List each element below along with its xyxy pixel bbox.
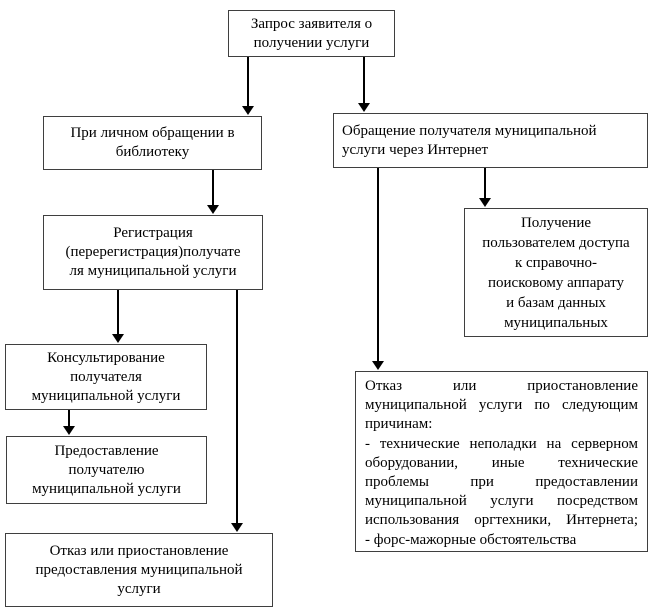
box-provision-line: Предоставление xyxy=(54,442,159,459)
box-provision-line: муниципальной услуги xyxy=(32,480,181,497)
arrow-consulting-to-provision xyxy=(68,410,70,427)
arrow-registration-to-consulting xyxy=(117,290,119,335)
box-request-line: Запрос заявителя о xyxy=(250,15,373,32)
arrowhead-registration-to-refusal-left xyxy=(231,523,243,532)
arrow-internet-to-access xyxy=(484,168,486,199)
box-refusal-right xyxy=(355,371,648,552)
box-provision xyxy=(6,436,207,504)
box-refusal-left-line: Отказ или приостановление xyxy=(49,542,229,559)
box-in-person xyxy=(43,116,262,170)
box-refusal-right-line: проблемы при предоставлении xyxy=(365,474,638,491)
box-refusal-right-line: оборудовании, иные технические xyxy=(365,454,638,471)
arrowhead-registration-to-consulting xyxy=(112,334,124,343)
box-consulting-line: Консультирование xyxy=(47,349,165,366)
arrowhead-internet-to-refusal-right xyxy=(372,361,384,370)
arrow-request-to-in-person xyxy=(247,57,249,107)
box-access-line: Получение xyxy=(520,214,592,231)
arrow-registration-to-refusal-left xyxy=(236,290,238,524)
box-refusal-right-line: муниципальной услуги по следующим xyxy=(365,397,638,414)
arrowhead-consulting-to-provision xyxy=(63,426,75,435)
box-refusal-right-line: муниципальной услуги посредством xyxy=(365,493,638,510)
box-refusal-right-line: причинам: xyxy=(365,416,433,433)
box-refusal-right-line: - технические неполадки на серверном xyxy=(365,435,638,452)
box-refusal-right-line: - форс-мажорные обстоятельства xyxy=(365,531,577,548)
box-registration-line: Регистрация xyxy=(113,225,193,241)
box-provision-line: получателю xyxy=(68,461,145,478)
arrowhead-in-person-to-registration xyxy=(207,205,219,214)
box-refusal-right-line: использования оргтехники, Интернета; xyxy=(365,512,638,529)
arrowhead-request-to-internet xyxy=(358,103,370,112)
box-consulting-line: получателя xyxy=(70,368,142,385)
box-refusal-left xyxy=(5,533,273,607)
arrow-internet-to-refusal-right xyxy=(377,168,379,362)
box-access-line: к справочно- xyxy=(514,254,598,271)
box-registration-line: ля муниципальной услуги xyxy=(69,263,237,279)
box-access-line: пользователем доступа xyxy=(482,234,630,251)
box-registration xyxy=(43,215,263,290)
box-access-line: муниципальных xyxy=(504,314,608,331)
box-refusal-left-line: услуги xyxy=(117,580,161,597)
arrowhead-internet-to-access xyxy=(479,198,491,207)
box-consulting-line: муниципальной услуги xyxy=(31,387,181,404)
box-access-line: поисковому аппарату xyxy=(488,274,624,291)
box-request-line: получении услуги xyxy=(253,34,370,51)
box-refusal-right-line: Отказ или приостановление xyxy=(365,378,638,394)
box-refusal-left-line: предоставления муниципальной xyxy=(35,561,243,578)
box-internet-line: Обращение получателя муниципальной xyxy=(342,122,597,139)
box-consulting xyxy=(5,344,207,410)
box-access-line: и базам данных xyxy=(506,294,606,311)
arrow-request-to-internet xyxy=(363,57,365,104)
box-internet-line: услуги через Интернет xyxy=(342,141,489,158)
arrowhead-request-to-in-person xyxy=(242,106,254,115)
arrow-in-person-to-registration xyxy=(212,170,214,206)
box-request xyxy=(228,10,395,57)
box-in-person-line: библиотеку xyxy=(115,144,190,160)
box-access xyxy=(464,208,648,337)
box-registration-line: (перерегистрация)получате xyxy=(65,244,241,260)
box-in-person-line: При личном обращении в xyxy=(70,125,235,141)
box-internet xyxy=(333,113,648,168)
